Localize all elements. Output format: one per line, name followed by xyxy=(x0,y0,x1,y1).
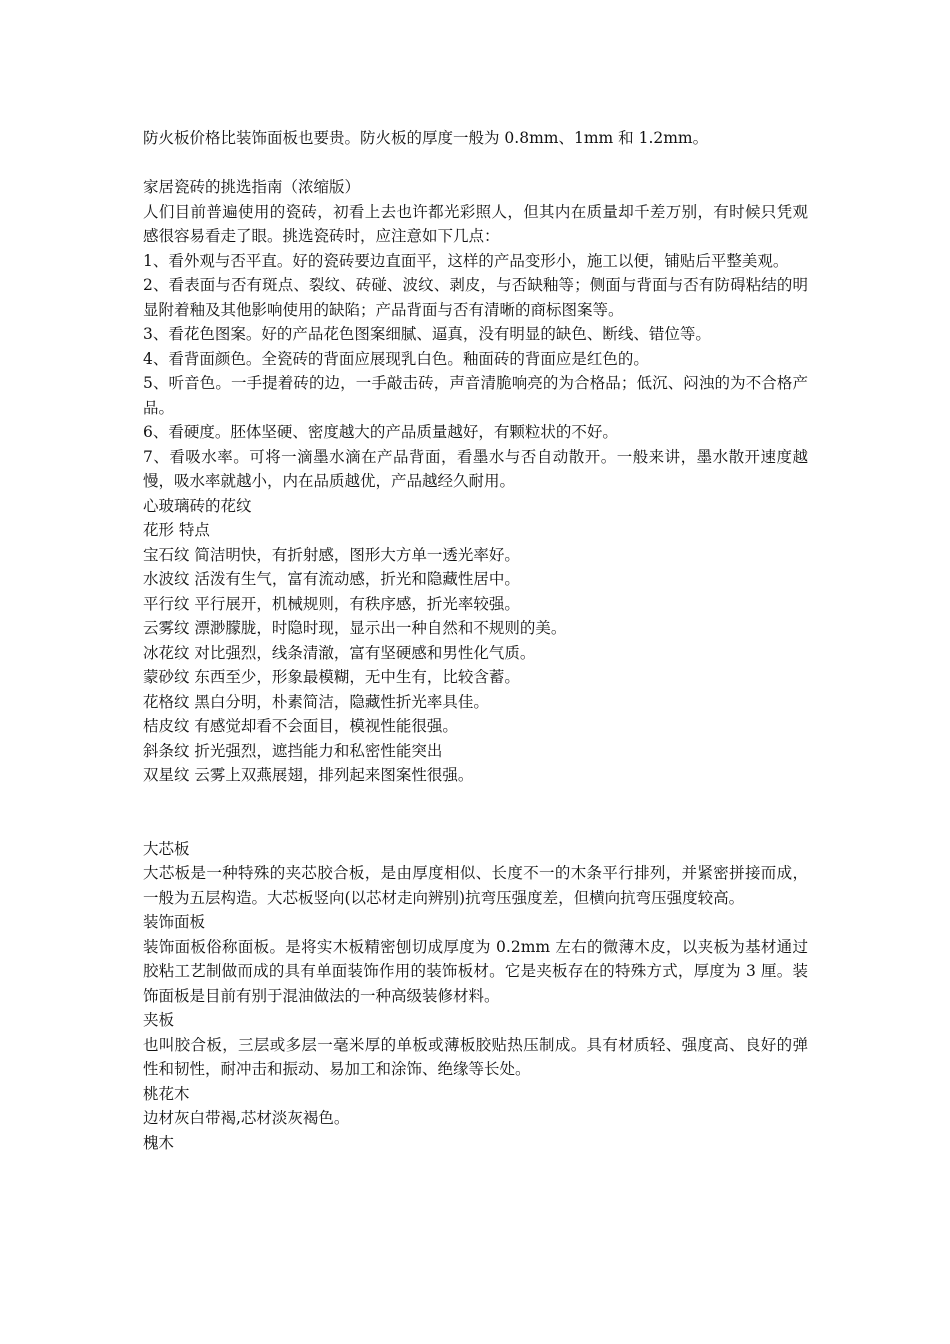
pattern-row: 花格纹 黑白分明，朴素简洁，隐藏性折光率具佳。 xyxy=(143,692,489,711)
pattern-row: 平行纹 平行展开，机械规则，有秩序感，折光率较强。 xyxy=(143,594,520,613)
section-heading: 大芯板 xyxy=(143,839,190,858)
list-item: 5、听音色。一手提着砖的边，一手敲击砖，声音清脆响亮的为合格品；低沉、闷浊的为不合格产品。 xyxy=(143,374,808,417)
pattern-row: 蒙砂纹 东西至少，形象最模糊，无中生有，比较含蓄。 xyxy=(143,668,520,686)
list-item: 4、看背面颜色。全瓷砖的背面应展现乳白色。釉面砖的背面应是红色的。 xyxy=(143,349,649,368)
document-body xyxy=(143,126,808,1155)
blank-line xyxy=(143,151,808,176)
list-item: 1、看外观与否平直。好的瓷砖要边直面平，这样的产品变形小，施工以便，铺贴后平整美观。 xyxy=(143,251,789,270)
pattern-row: 桔皮纹 有感觉却看不会面目，模视性能很强。 xyxy=(143,717,458,735)
pattern-row: 云雾纹 漂渺朦胧，时隐时现，显示出一种自然和不规则的美。 xyxy=(143,619,567,637)
section-heading: 装饰面板 xyxy=(143,913,206,931)
blank-lines xyxy=(143,788,808,837)
section-heading: 夹板 xyxy=(143,1011,175,1029)
section-heading: 桃花木 xyxy=(143,1084,190,1103)
pattern-row: 冰花纹 对比强烈，线条清澈，富有坚硬感和男性化气质。 xyxy=(143,643,536,662)
pattern-row: 宝石纹 简洁明快，有折射感，图形大方单一透光率好。 xyxy=(143,545,520,564)
paragraph: 装饰面板俗称面板。是将实木板精密刨切成厚度为 0.2mm 左右的微薄木皮，以夹板为基材通过胶粘工艺制做而成的具有单面装饰作用的装饰板材。它是夹板存在的特殊方式，厚度为 3 厘。装饰面板是目前有别于混油做法的一种高级装修材料。 xyxy=(143,937,808,1005)
pattern-row: 双星纹 云雾上双燕展翅，排列起来图案性很强。 xyxy=(143,766,474,784)
paragraph: 防火板价格比装饰面板也要贵。防火板的厚度一般为 0.8mm、1mm 和 1.2mm。 xyxy=(143,129,709,147)
list-item: 7、看吸水率。可将一滴墨水滴在产品背面，看墨水与否自动散开。一般来讲，墨水散开速度越慢，吸水率就越小，内在品质越优，产品越经久耐用。 xyxy=(143,447,808,490)
section-heading: 心玻璃砖的花纹 xyxy=(143,496,252,515)
list-item: 2、看表面与否有斑点、裂纹、砖碰、波纹、剥皮，与否缺釉等；侧面与背面与否有防碍粘结的明显附着釉及其他影响使用的缺陷；产品背面与否有清晰的商标图案等。 xyxy=(143,276,808,319)
pattern-row: 斜条纹 折光强烈，遮挡能力和私密性能突出 xyxy=(143,741,443,760)
table-header: 花形 特点 xyxy=(143,521,210,539)
list-item: 3、看花色图案。好的产品花色图案细腻、逼真，没有明显的缺色、断线、错位等。 xyxy=(143,325,711,343)
paragraph: 大芯板是一种特殊的夹芯胶合板，是由厚度相似、长度不一的木条平行排列，并紧密拼接而成，一般为五层构造。大芯板竖向(以芯材走向辨别)抗弯压强度差，但横向抗弯压强度较高。 xyxy=(143,864,808,907)
paragraph: 边材灰白带褐,芯材淡灰褐色。 xyxy=(143,1109,350,1127)
section-heading: 家居瓷砖的挑选指南（浓缩版） xyxy=(143,178,361,196)
pattern-row: 水波纹 活泼有生气，富有流动感，折光和隐藏性居中。 xyxy=(143,570,520,588)
section-heading: 槐木 xyxy=(143,1133,175,1152)
paragraph: 也叫胶合板，三层或多层一毫米厚的单板或薄板胶贴热压制成。具有材质轻、强度高、良好的弹性和韧性，耐冲击和振动、易加工和涂饰、绝缘等长处。 xyxy=(143,1035,808,1078)
list-item: 6、看硬度。胚体坚硬、密度越大的产品质量越好，有颗粒状的不好。 xyxy=(143,423,618,441)
paragraph: 人们目前普遍使用的瓷砖，初看上去也许都光彩照人，但其内在质量却千差万别，有时候只凭观感很容易看走了眼。挑选瓷砖时，应注意如下几点： xyxy=(143,202,808,245)
